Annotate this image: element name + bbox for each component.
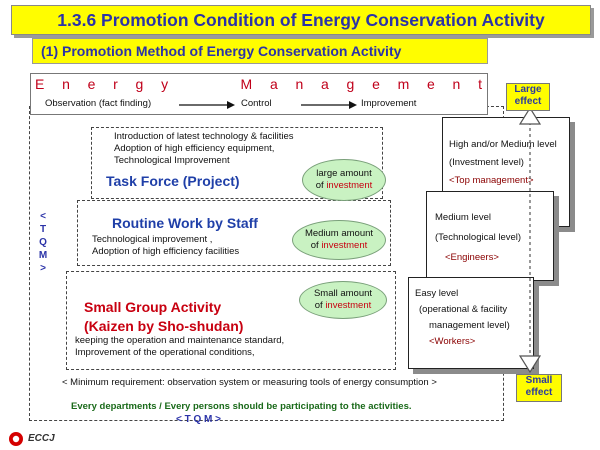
workers-label: <Workers> [429,336,476,347]
ellipse-text: investment [325,300,372,311]
easy-level-line: Easy level [415,288,459,299]
easy-level-line: management level) [429,320,510,331]
em-letter: a [269,76,279,92]
large-investment-ellipse [302,159,386,201]
tqm-side-label: < T Q M > [38,211,48,274]
top-management-label: <Top management> [449,175,534,186]
small-group-heading: Small Group Activity [84,299,222,315]
em-letter: r [113,76,119,92]
ellipse-text: Small amount [313,288,373,299]
large-effect-label: Large effect [506,83,550,111]
participation-note: Every departments / Every persons should be participating to the activities. [71,401,412,412]
ellipse-text: of [315,180,324,191]
easy-level-line: (operational & facility [419,304,508,315]
ellipse-text: of [310,240,319,251]
em-letter: n [295,76,305,92]
em-letter: n [452,76,462,92]
em-letter: M [240,76,254,92]
em-letter: e [372,76,381,92]
eccj-logo-text: ECCJ [28,433,55,444]
ellipse-text: Medium amount [304,228,374,239]
flow-improvement: Improvement [361,98,417,109]
flow-control: Control [241,98,272,109]
engineers-label: <Engineers> [445,252,499,263]
ellipse-text: investment [326,180,373,191]
flow-observation: Observation (fact finding) [45,98,152,109]
em-letter: n [62,76,71,92]
high-level-line: (Investment level) [449,157,524,168]
em-letter: m [397,76,411,92]
energy-management-box [30,73,488,115]
eccj-logo-icon [8,431,24,447]
em-letter: g [135,76,145,92]
section-subtitle: (1) Promotion Method of Energy Conservation Activity [32,38,488,64]
em-letter: a [321,76,330,92]
small-group-line: Improvement of the operational conditions, [75,347,255,358]
flow-arrow-icon [299,100,357,110]
ellipse-text: of [314,300,323,311]
em-letter: E [35,76,46,92]
high-level-line: High and/or Medium level [449,139,557,150]
task-force-line: Introduction of latest technology & facilities [114,131,294,142]
minimum-requirement: < Minimum requirement: observation system or measuring tools of energy consumption > [62,377,437,388]
em-letter: e [427,76,436,92]
small-effect-label: Small effect [516,374,562,402]
em-letter: t [478,76,483,92]
em-letter: g [346,76,356,92]
em-letter: y [161,76,170,92]
task-force-heading: Task Force (Project) [106,173,240,189]
small-group-line: keeping the operation and maintenance standard, [75,335,285,346]
ellipse-text: large amount [316,168,372,179]
flow-arrow-icon [177,100,235,110]
effect-arrow-icon [510,100,550,390]
em-letter: e [87,76,97,92]
medium-level-line: Medium level [435,212,491,223]
ellipse-text: investment [321,240,368,251]
routine-line: Technological improvement , [92,234,213,245]
routine-work-heading: Routine Work by Staff [112,215,258,231]
kaizen-heading: (Kaizen by Sho-shudan) [84,318,244,334]
medium-investment-ellipse [292,220,386,260]
page-title: 1.3.6 Promotion Condition of Energy Conservation Activity [11,5,591,35]
task-force-line: Technological Improvement [114,155,230,166]
small-investment-ellipse [299,281,387,319]
tqm-bottom-label: < T Q M > [176,414,222,425]
medium-level-line: (Technological level) [435,232,522,243]
routine-line: Adoption of high efficiency facilities [92,246,240,257]
task-force-line: Adoption of high efficiency equipment, [114,143,275,154]
energy-management-title [31,76,487,92]
